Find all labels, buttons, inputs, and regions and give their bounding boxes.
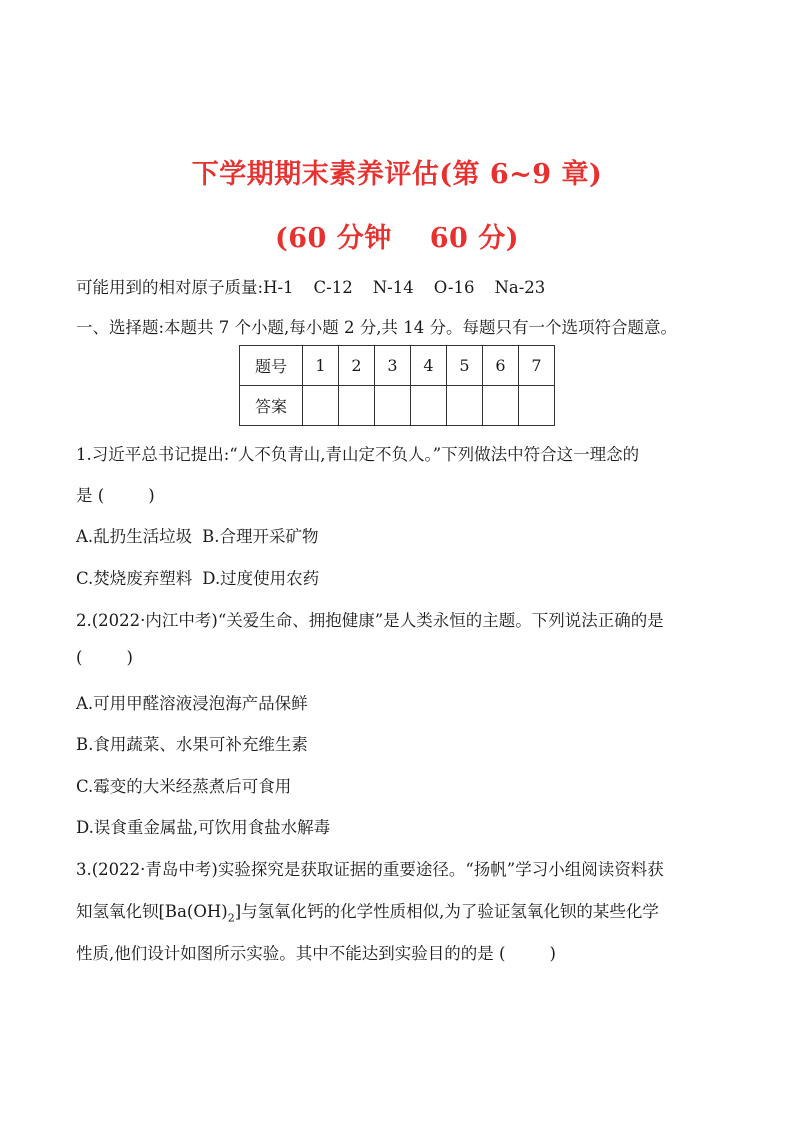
answer-cell[interactable] xyxy=(483,386,519,426)
question-1-line2 xyxy=(76,482,155,506)
option-d: D.误食重金属盐,可饮用食盐水解毒 xyxy=(76,818,331,837)
score-text: 60 分) xyxy=(429,223,519,254)
question-3-text: ]与氢氧化钙的化学性质相似,为了验证氢氧化钡的某些化学 xyxy=(234,902,659,921)
table-row xyxy=(240,386,555,426)
answer-cell[interactable] xyxy=(519,386,555,426)
answer-cell[interactable] xyxy=(375,386,411,426)
duration-text: (60 分钟 xyxy=(275,223,392,254)
question-3-text: 性质,他们设计如图所示实验。其中不能达到实验目的的是 ( xyxy=(76,944,506,963)
table-header-number: 题号 xyxy=(240,346,303,386)
table-cell-number: 3 xyxy=(375,346,411,386)
mass-item: N-14 xyxy=(372,278,414,297)
option-b: B.合理开采矿物 xyxy=(202,527,319,546)
mass-item: Na-23 xyxy=(494,278,546,297)
question-3-line3 xyxy=(76,940,556,964)
table-cell-number: 6 xyxy=(483,346,519,386)
subscript: 2 xyxy=(227,911,235,925)
section-heading: 一、选择题:本题共 7 个小题,每小题 2 分,共 14 分。每题只有一个选项符合题意。 xyxy=(76,318,678,337)
answer-paren-close: ) xyxy=(549,944,556,963)
question-3-text: 知氢氧化钡[Ba(OH) xyxy=(76,902,228,921)
answer-table xyxy=(239,345,555,426)
answer-paren-close: ) xyxy=(148,486,155,505)
question-1-stem-end: 是 ( xyxy=(76,486,105,505)
option-a: A.乱扔生活垃圾 xyxy=(76,527,193,546)
question-2-line1: 2.(2022·内江中考)“关爱生命、拥抱健康”是人类永恒的主题。下列说法正确的是 xyxy=(76,611,664,630)
table-cell-number: 2 xyxy=(339,346,375,386)
option-a: A.可用甲醛溶液浸泡海产品保鲜 xyxy=(76,694,308,713)
option-b: B.食用蔬菜、水果可补充维生素 xyxy=(76,735,308,754)
option-c: C.霉变的大米经蒸煮后可食用 xyxy=(76,777,292,796)
answer-cell[interactable] xyxy=(447,386,483,426)
question-3-line2 xyxy=(76,898,659,924)
table-cell-number: 1 xyxy=(303,346,339,386)
mass-item: H-1 xyxy=(263,278,294,297)
table-cell-number: 5 xyxy=(447,346,483,386)
answer-cell[interactable] xyxy=(339,386,375,426)
atomic-masses xyxy=(76,274,565,298)
atomic-masses-label: 可能用到的相对原子质量: xyxy=(76,278,264,297)
page-title: 下学期期末素养评估(第 6~9 章) xyxy=(191,159,603,190)
question-1-line1: 1.习近平总书记提出:“人不负青山,青山定不负人。”下列做法中符合这一理念的 xyxy=(76,445,640,464)
exam-duration-score xyxy=(0,216,794,255)
table-header-answer: 答案 xyxy=(240,386,303,426)
table-cell-number: 7 xyxy=(519,346,555,386)
question-2-line2 xyxy=(76,648,133,667)
mass-item: O-16 xyxy=(433,278,475,297)
mass-item: C-12 xyxy=(313,278,353,297)
option-d: D.过度使用农药 xyxy=(202,569,320,588)
answer-cell[interactable] xyxy=(303,386,339,426)
option-c: C.焚烧废弃塑料 xyxy=(76,569,193,588)
question-1-options-row2 xyxy=(76,565,329,589)
table-row xyxy=(240,346,555,386)
answer-paren-open: ( xyxy=(76,648,83,667)
table-cell-number: 4 xyxy=(411,346,447,386)
answer-paren-close: ) xyxy=(126,648,133,667)
question-1-options-row1 xyxy=(76,523,329,547)
answer-cell[interactable] xyxy=(411,386,447,426)
question-3-line1: 3.(2022·青岛中考)实验探究是获取证据的重要途径。“扬帆”学习小组阅读资料获 xyxy=(76,860,664,879)
